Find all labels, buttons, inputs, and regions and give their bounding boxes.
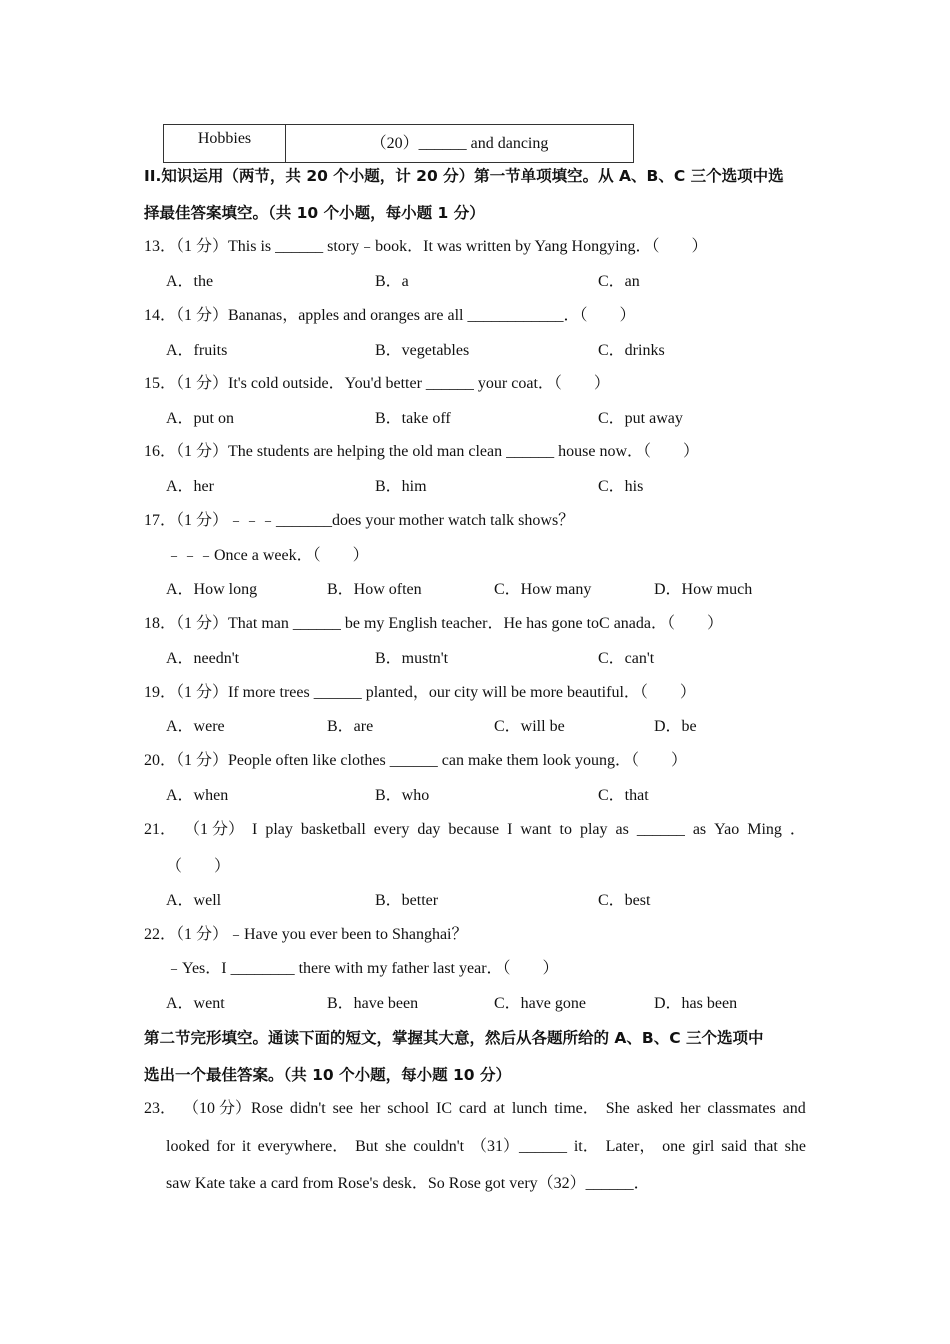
word: Yao: [714, 821, 740, 838]
word: every: [373, 821, 410, 838]
option-b[interactable]: B．vegetables: [375, 342, 470, 359]
question-19: 19．（1 分）If more trees ______ planted，our city will be more beautiful．（ ）: [144, 684, 696, 701]
word: one: [662, 1138, 686, 1155]
option-a[interactable]: A．went: [166, 995, 225, 1012]
option-a[interactable]: A．were: [166, 718, 225, 735]
table-row: [164, 125, 634, 163]
word: Ming: [747, 821, 782, 838]
option-a[interactable]: A．her: [166, 478, 214, 495]
question-23-line-2-wrap: [166, 1137, 806, 1157]
word: want: [520, 821, 552, 838]
word: card: [458, 1100, 487, 1117]
option-c[interactable]: C．can't: [598, 650, 655, 667]
option-c[interactable]: C．his: [598, 478, 644, 495]
word: at: [493, 1100, 505, 1117]
word: everywhere．: [257, 1138, 349, 1155]
word: 23．: [144, 1100, 177, 1117]
word: play: [579, 821, 608, 838]
hobbies-table: [163, 124, 634, 163]
question-14: 14．（1 分）Bananas，apples and oranges are all ____________．（ ）: [144, 307, 636, 324]
word: day: [417, 821, 441, 838]
word: ______: [636, 821, 685, 838]
option-b[interactable]: B．a: [375, 273, 409, 290]
question-16: 16．（1 分）The students are helping the old man clean ______ house now．（ ）: [144, 443, 700, 460]
option-c[interactable]: C．put away: [598, 410, 683, 427]
word: play: [265, 821, 293, 838]
word: as: [615, 821, 629, 838]
option-c[interactable]: C．best: [598, 892, 651, 909]
option-b[interactable]: B．have been: [327, 995, 419, 1012]
word: school: [387, 1100, 430, 1117]
question-23-line-1: [144, 1099, 806, 1119]
section-heading-cont: 选出一个最佳答案。（共 10 个小题，每小题 10 分）: [144, 1066, 511, 1084]
option-d[interactable]: D．be: [654, 718, 697, 735]
option-b[interactable]: B．who: [375, 787, 430, 804]
option-a[interactable]: A．when: [166, 787, 229, 804]
option-b[interactable]: B．mustn't: [375, 650, 449, 667]
word: to: [559, 821, 572, 838]
word: （10 分）Rose: [182, 1100, 283, 1117]
section-heading: 第二节完形填空。通读下面的短文，掌握其大意，然后从各题所给的 A、B、C 三个选项中: [144, 1029, 764, 1047]
question-17: 17．（1 分）﹣﹣﹣_______does your mother watch talk shows？: [144, 512, 575, 529]
word: ．: [789, 821, 806, 838]
option-a[interactable]: A．the: [166, 273, 214, 290]
option-b[interactable]: B．are: [327, 718, 374, 735]
option-d[interactable]: D．has been: [654, 995, 738, 1012]
word: （1 分）: [184, 821, 245, 838]
word: 21．: [144, 821, 177, 838]
word: But: [355, 1138, 379, 1155]
word: didn't: [289, 1100, 326, 1117]
option-a[interactable]: A．How long: [166, 581, 258, 598]
option-b[interactable]: B．better: [375, 892, 439, 909]
word: couldn't: [413, 1138, 465, 1155]
word: because: [448, 821, 500, 838]
option-a[interactable]: A．fruits: [166, 342, 228, 359]
option-a[interactable]: A．well: [166, 892, 222, 909]
table-cell-value: （20）______ and dancing: [286, 125, 634, 163]
word: basketball: [300, 821, 366, 838]
word: her: [679, 1100, 701, 1117]
option-c[interactable]: C．will be: [494, 718, 565, 735]
option-c[interactable]: C．that: [598, 787, 649, 804]
option-d[interactable]: D．How much: [654, 581, 753, 598]
word: see: [332, 1100, 354, 1117]
word: it．: [573, 1138, 599, 1155]
question-21: [144, 820, 806, 840]
question-21-brackets: （ ）: [166, 858, 231, 875]
word: and: [782, 1100, 806, 1117]
option-c[interactable]: C．drinks: [598, 342, 665, 359]
section-heading: II.知识运用（两节，共 20 个小题，计 20 分）第一节单项填空。从 A、B、C 三个选项中选: [144, 167, 784, 185]
question-22: 22．（1 分）﹣Have you ever been to Shanghai？: [144, 926, 468, 943]
word: she: [385, 1138, 407, 1155]
question-15: 15．（1 分）It's cold outside．You'd better ______ your coat．（ ）: [144, 375, 610, 392]
word: She: [605, 1100, 630, 1117]
question-18: 18．（1 分）That man ______ be my English teacher．He has gone toC anada．（ ）: [144, 615, 723, 632]
word: （31）______: [470, 1138, 567, 1155]
question-13: 13．（1 分）This is ______ story﹣book．It was written by Yang Hongying．（ ）: [144, 238, 708, 255]
word: IC: [436, 1100, 452, 1117]
word: as: [692, 821, 707, 838]
word: she: [784, 1138, 806, 1155]
word: time．: [554, 1100, 599, 1117]
option-a[interactable]: A．put on: [166, 410, 235, 427]
word: Later，: [605, 1138, 656, 1155]
option-b[interactable]: B．take off: [375, 410, 451, 427]
option-b[interactable]: B．him: [375, 478, 427, 495]
question-21-text: [144, 820, 806, 840]
question-23: [144, 1099, 806, 1119]
word: I: [507, 821, 513, 838]
option-b[interactable]: B．How often: [327, 581, 422, 598]
option-c[interactable]: C．have gone: [494, 995, 586, 1012]
question-22-reply: ﹣Yes．I ________ there with my father last year．（ ）: [166, 960, 559, 977]
option-a[interactable]: A．needn't: [166, 650, 240, 667]
word: I: [252, 821, 258, 838]
question-23-line-2: [166, 1137, 806, 1157]
word: that: [753, 1138, 778, 1155]
section-heading-cont: 择最佳答案填空。（共 10 个小题，每小题 1 分）: [144, 204, 485, 222]
word: looked: [166, 1138, 210, 1155]
option-c[interactable]: C．an: [598, 273, 640, 290]
question-20: 20．（1 分）People often like clothes ______ can make them look young．（ ）: [144, 752, 688, 769]
word: her: [359, 1100, 381, 1117]
option-c[interactable]: C．How many: [494, 581, 592, 598]
word: for: [216, 1138, 236, 1155]
word: asked: [636, 1100, 674, 1117]
question-17-reply: ﹣﹣﹣Once a week．（ ）: [166, 547, 369, 564]
question-23-line-3: saw Kate take a card from Rose's desk．So Rose got very（32）______．: [166, 1175, 650, 1192]
word: it: [241, 1138, 251, 1155]
word: girl: [692, 1138, 715, 1155]
word: said: [721, 1138, 747, 1155]
word: classmates: [707, 1100, 776, 1117]
word: lunch: [511, 1100, 548, 1117]
table-cell-label: Hobbies: [164, 125, 286, 163]
